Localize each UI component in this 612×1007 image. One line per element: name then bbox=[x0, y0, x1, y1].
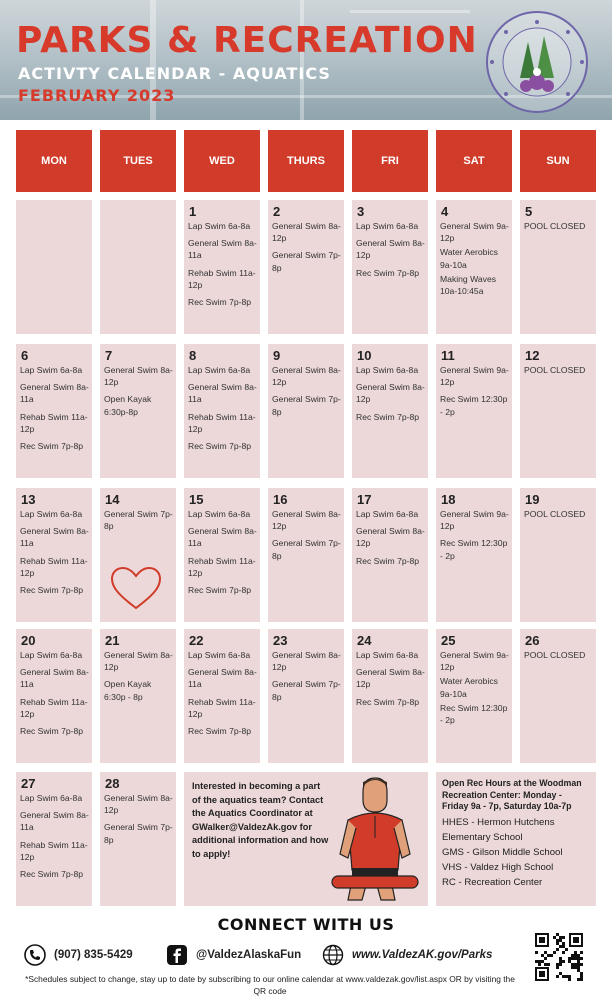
day-number: 12 bbox=[525, 348, 540, 363]
schedule-event: Lap Swim 6a-8a bbox=[188, 221, 251, 231]
day-number: 5 bbox=[525, 204, 533, 219]
schedule-event: Rehab Swim 11a-12p bbox=[20, 411, 88, 434]
day-number: 3 bbox=[357, 204, 365, 219]
schedule-event: General Swim 8a-11a bbox=[20, 382, 89, 405]
schedule-event: Lap Swim 6a-8a bbox=[20, 793, 83, 803]
calendar-day-26 bbox=[520, 629, 596, 763]
recruitment-text: Interested in becoming a part of the aquatics team? Contact the Aquatics Coordinator at GWalker@ValdezAk.gov for additional information and how to apply! bbox=[192, 781, 329, 859]
page-title: PARKS & RECREATION bbox=[16, 20, 478, 61]
schedule-event: Lap Swim 6a-8a bbox=[356, 365, 419, 375]
day-number: 26 bbox=[525, 633, 540, 648]
day-number: 18 bbox=[441, 492, 456, 507]
day-number: 10 bbox=[357, 348, 372, 363]
calendar-day-5 bbox=[520, 200, 596, 334]
calendar-day-7 bbox=[100, 344, 176, 478]
globe-icon bbox=[322, 944, 344, 966]
calendar-day-20 bbox=[16, 629, 92, 763]
city-seal-logo bbox=[478, 8, 596, 116]
calendar-day-3 bbox=[352, 200, 428, 334]
qr-code[interactable] bbox=[535, 933, 583, 981]
schedule-event: Rehab Swim 11a-12p bbox=[20, 696, 88, 719]
schedule-event: General Swim 7p-8p bbox=[104, 822, 173, 845]
calendar-day-empty bbox=[16, 200, 92, 334]
connect-heading: CONNECT WITH US bbox=[217, 915, 395, 934]
facebook-handle: @ValdezAlaskaFun bbox=[196, 949, 302, 961]
schedule-event: Lap Swim 6a-8a bbox=[188, 509, 251, 519]
open-rec-hours-panel bbox=[436, 772, 596, 906]
schedule-event: Lap Swim 6a-8a bbox=[20, 509, 83, 519]
calendar-day-18 bbox=[436, 488, 512, 622]
schedule-event: General Swim 8a-11a bbox=[188, 526, 257, 549]
phone-contact[interactable] bbox=[24, 944, 133, 966]
day-number: 14 bbox=[105, 492, 120, 507]
schedule-event: General Swim 8a-12p bbox=[104, 650, 173, 673]
schedule-event: General Swim 8a-11a bbox=[20, 810, 89, 833]
calendar-day-21 bbox=[100, 629, 176, 763]
legend-line: VHS - Valdez High School bbox=[442, 861, 554, 873]
facebook-contact[interactable] bbox=[166, 944, 301, 966]
schedule-event: General Swim 8a-11a bbox=[188, 667, 257, 690]
calendar-day-1 bbox=[184, 200, 260, 334]
calendar-day-12 bbox=[520, 344, 596, 478]
day-number: 27 bbox=[21, 776, 36, 791]
schedule-event: General Swim 9a-12p bbox=[440, 650, 509, 673]
schedule-event: Lap Swim 6a-8a bbox=[20, 650, 83, 660]
schedule-event: General Swim 8a-11a bbox=[20, 526, 89, 549]
calendar-day-empty bbox=[100, 200, 176, 334]
schedule-event: General Swim 8a-12p bbox=[104, 793, 173, 816]
calendar-day-6 bbox=[16, 344, 92, 478]
schedule-event: Lap Swim 6a-8a bbox=[20, 365, 83, 375]
weekday-header-sun: SUN bbox=[520, 130, 596, 192]
schedule-event: Water Aerobics 9a-10a bbox=[440, 247, 498, 270]
day-number: 24 bbox=[357, 633, 372, 648]
day-number: 7 bbox=[105, 348, 113, 363]
schedule-event: Rec Swim 7p-8p bbox=[20, 585, 84, 596]
schedule-event: Lap Swim 6a-8a bbox=[356, 650, 419, 660]
calendar-day-9 bbox=[268, 344, 344, 478]
schedule-event: General Swim 8a-12p bbox=[356, 526, 425, 549]
weekday-header-sat: SAT bbox=[436, 130, 512, 192]
calendar-day-27 bbox=[16, 772, 92, 906]
calendar-day-19 bbox=[520, 488, 596, 622]
page-subtitle: ACTIVTY CALENDAR - AQUATICS bbox=[18, 64, 331, 83]
schedule-event: Lap Swim 6a-8a bbox=[188, 365, 251, 375]
schedule-event: General Swim 8a-12p bbox=[272, 509, 341, 532]
lifeguard-illustration bbox=[330, 776, 420, 904]
calendar-day-2 bbox=[268, 200, 344, 334]
calendar-day-14 bbox=[100, 488, 176, 622]
open-rec-hours-heading: Open Rec Hours at the Woodman Recreation Center: Monday - Friday 9a - 7p, Saturday 10a-7p bbox=[442, 778, 582, 811]
schedule-event: General Swim 8a-12p bbox=[356, 667, 425, 690]
legend-line: GMS - Gilson Middle School bbox=[442, 846, 563, 858]
schedule-event: Rec Swim 12:30p - 2p bbox=[440, 538, 508, 561]
schedule-event: Water Aerobics 9a-10a bbox=[440, 676, 498, 699]
schedule-event: General Swim 7p-8p bbox=[104, 509, 173, 532]
day-number: 25 bbox=[441, 633, 456, 648]
day-number: 23 bbox=[273, 633, 288, 648]
day-number: 16 bbox=[273, 492, 288, 507]
phone-number: (907) 835-5429 bbox=[54, 949, 133, 961]
schedule-event: Open Kayak 6:30p-8p bbox=[104, 394, 152, 417]
calendar-month: FEBRUARY 2023 bbox=[18, 86, 176, 105]
recruitment-panel bbox=[184, 772, 428, 906]
facebook-icon bbox=[166, 944, 188, 966]
schedule-event: Rec Swim 7p-8p bbox=[188, 297, 252, 308]
day-number: 9 bbox=[273, 348, 281, 363]
schedule-event: Rec Swim 7p-8p bbox=[20, 869, 84, 880]
schedule-event: Rec Swim 7p-8p bbox=[188, 585, 252, 596]
day-number: 22 bbox=[189, 633, 204, 648]
schedule-event: Lap Swim 6a-8a bbox=[356, 509, 419, 519]
schedule-event: General Swim 7p-8p bbox=[272, 538, 341, 561]
pool-closed-note: POOL CLOSED bbox=[524, 509, 586, 519]
day-number: 4 bbox=[441, 204, 449, 219]
schedule-event: General Swim 8a-12p bbox=[272, 365, 341, 388]
schedule-event: General Swim 8a-12p bbox=[356, 238, 425, 261]
legend-line: RC - Recreation Center bbox=[442, 876, 543, 888]
schedule-event: General Swim 8a-12p bbox=[104, 365, 173, 388]
day-number: 15 bbox=[189, 492, 204, 507]
schedule-event: Making Waves 10a-10:45a bbox=[440, 273, 497, 297]
pool-closed-note: POOL CLOSED bbox=[524, 221, 586, 231]
schedule-event: General Swim 9a-12p bbox=[440, 365, 509, 388]
schedule-event: General Swim 8a-12p bbox=[272, 650, 341, 673]
schedule-event: General Swim 7p-8p bbox=[272, 394, 341, 417]
schedule-footnote: *Schedules subject to change, stay up to date by subscribing to our online calendar at www.valdezak.gov/list.aspx OR by visiting the QR code bbox=[25, 974, 515, 996]
calendar-day-15 bbox=[184, 488, 260, 622]
schedule-event: General Swim 8a-11a bbox=[188, 382, 257, 405]
day-number: 19 bbox=[525, 492, 540, 507]
calendar-day-25 bbox=[436, 629, 512, 763]
schedule-event: Rehab Swim 11a-12p bbox=[20, 555, 88, 578]
schedule-event: General Swim 7p-8p bbox=[272, 679, 341, 702]
weekday-header-mon: MON bbox=[16, 130, 92, 192]
schedule-event: Rec Swim 12:30p - 2p bbox=[440, 702, 508, 726]
day-number: 28 bbox=[105, 776, 120, 791]
schedule-event: Open Kayak 6:30p - 8p bbox=[104, 679, 152, 702]
schedule-event: General Swim 8a-11a bbox=[20, 667, 89, 690]
website-contact[interactable] bbox=[322, 944, 492, 966]
phone-icon bbox=[24, 944, 46, 966]
calendar-day-13 bbox=[16, 488, 92, 622]
pool-closed-note: POOL CLOSED bbox=[524, 650, 586, 660]
day-number: 20 bbox=[21, 633, 36, 648]
schedule-event: Rehab Swim 11a-12p bbox=[188, 696, 256, 719]
schedule-event: Rec Swim 7p-8p bbox=[20, 441, 84, 452]
day-number: 17 bbox=[357, 492, 372, 507]
schedule-event: Rec Swim 12:30p - 2p bbox=[440, 394, 508, 417]
schedule-event: Rehab Swim 11a-12p bbox=[188, 267, 256, 290]
calendar-day-22 bbox=[184, 629, 260, 763]
pool-closed-note: POOL CLOSED bbox=[524, 365, 586, 375]
schedule-event: Rec Swim 7p-8p bbox=[356, 267, 420, 278]
schedule-event: General Swim 9a-12p bbox=[440, 509, 509, 532]
weekday-header-wed: WED bbox=[184, 130, 260, 192]
day-number: 2 bbox=[273, 204, 281, 219]
calendar-day-23 bbox=[268, 629, 344, 763]
weekday-header-fri: FRI bbox=[352, 130, 428, 192]
schedule-event: Rehab Swim 11a-12p bbox=[20, 839, 88, 862]
day-number: 8 bbox=[189, 348, 197, 363]
website-url: www.ValdezAK.gov/Parks bbox=[352, 949, 493, 961]
schedule-event: General Swim 9a-12p bbox=[440, 221, 509, 244]
calendar-day-16 bbox=[268, 488, 344, 622]
heart-icon bbox=[110, 566, 162, 612]
schedule-event: General Swim 8a-11a bbox=[188, 238, 257, 261]
calendar-day-17 bbox=[352, 488, 428, 622]
calendar-day-28 bbox=[100, 772, 176, 906]
calendar-day-8 bbox=[184, 344, 260, 478]
schedule-event: Lap Swim 6a-8a bbox=[356, 221, 419, 231]
schedule-event: Rec Swim 7p-8p bbox=[188, 726, 252, 737]
schedule-event: Rehab Swim 11a-12p bbox=[188, 555, 256, 578]
weekday-header-thurs: THURS bbox=[268, 130, 344, 192]
legend-line: HHES - Hermon Hutchens Elementary School bbox=[442, 816, 555, 843]
schedule-event: General Swim 8a-12p bbox=[356, 382, 425, 405]
calendar-day-10 bbox=[352, 344, 428, 478]
day-number: 1 bbox=[189, 204, 197, 219]
schedule-event: Lap Swim 6a-8a bbox=[188, 650, 251, 660]
calendar-day-11 bbox=[436, 344, 512, 478]
schedule-event: Rec Swim 7p-8p bbox=[356, 555, 420, 566]
day-number: 11 bbox=[441, 348, 455, 363]
schedule-event: Rec Swim 7p-8p bbox=[188, 441, 252, 452]
day-number: 6 bbox=[21, 348, 29, 363]
calendar-day-4 bbox=[436, 200, 512, 334]
day-number: 13 bbox=[21, 492, 36, 507]
weekday-header-tues: TUES bbox=[100, 130, 176, 192]
day-number: 21 bbox=[105, 633, 120, 648]
schedule-event: Rehab Swim 11a-12p bbox=[188, 411, 256, 434]
schedule-event: Rec Swim 7p-8p bbox=[356, 696, 420, 707]
calendar-day-24 bbox=[352, 629, 428, 763]
schedule-event: General Swim 7p-8p bbox=[272, 250, 341, 273]
schedule-event: Rec Swim 7p-8p bbox=[20, 726, 84, 737]
schedule-event: General Swim 8a-12p bbox=[272, 221, 341, 244]
schedule-event: Rec Swim 7p-8p bbox=[356, 411, 420, 422]
